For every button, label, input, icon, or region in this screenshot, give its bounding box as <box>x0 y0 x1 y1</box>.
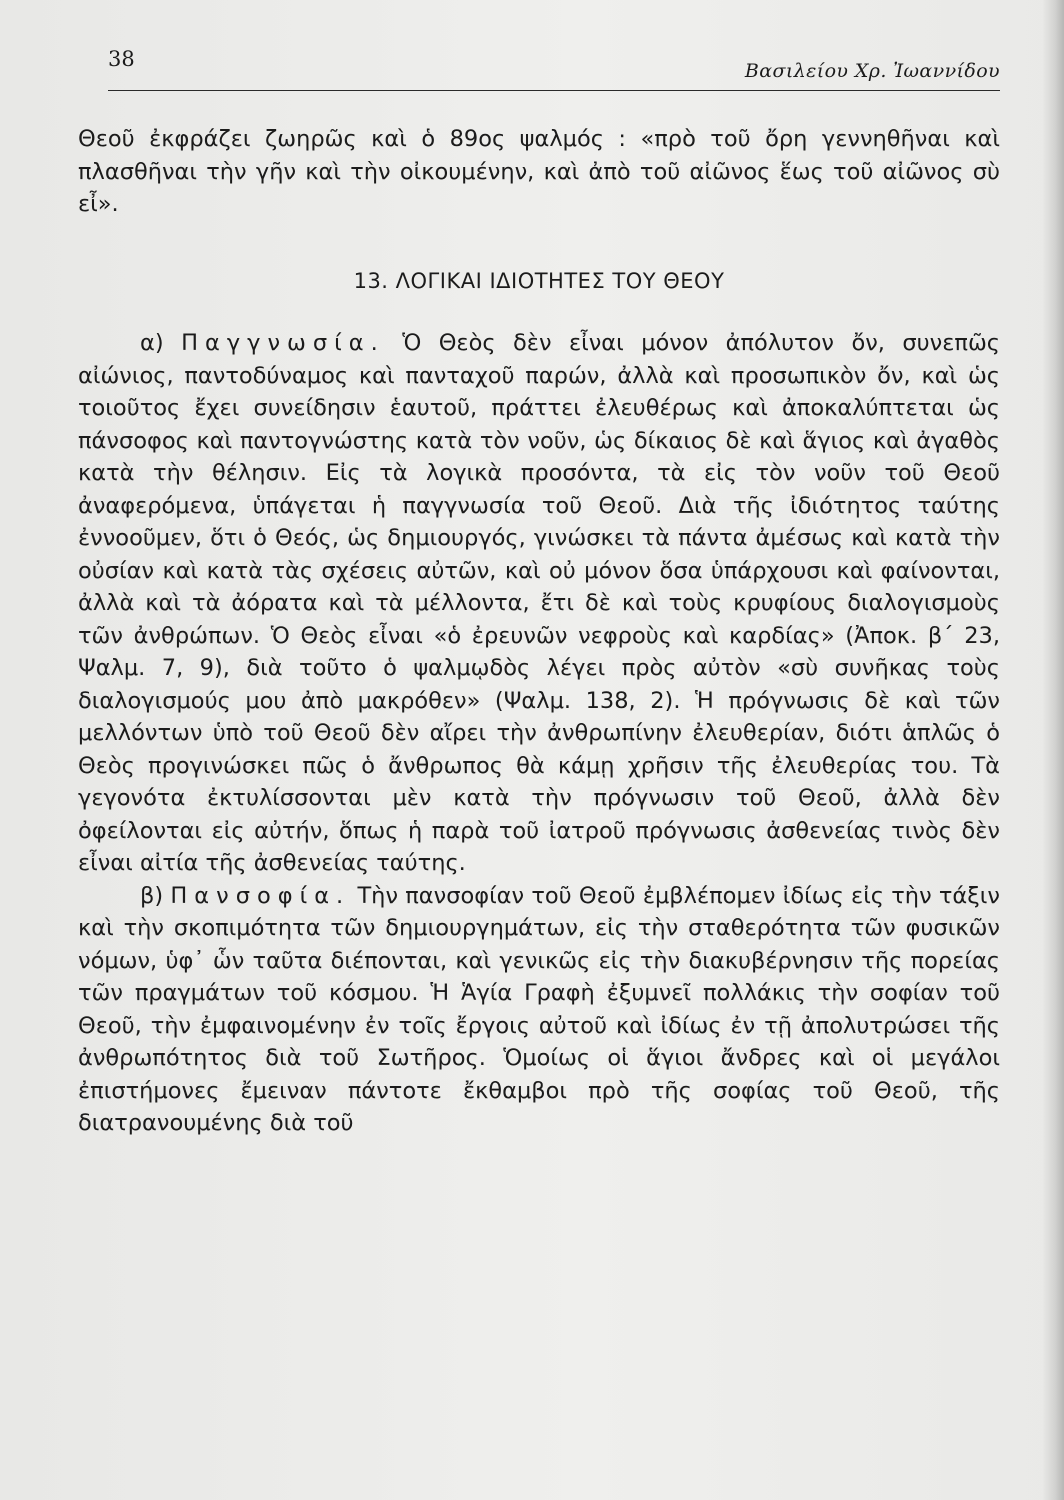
paragraph-b-label: β) <box>140 882 164 909</box>
page-number: 38 <box>108 47 135 71</box>
running-head: Βασιλείου Χρ. Ἰωαννίδου <box>744 60 1000 82</box>
paragraph-pangnosia <box>78 327 1000 880</box>
section-heading: 13. ΛΟΓΙΚΑΙ ΙΔΙΟΤΗΤΕΣ ΤΟΥ ΘΕΟΥ <box>353 268 725 293</box>
paragraph-pansophia <box>78 880 1000 1140</box>
paragraph-b-text: Τὴν πανσοφίαν τοῦ Θεοῦ ἐμβλέπομεν ἰδίως εἰς τὴν τάξιν καὶ τὴν σκοπιμότητα τῶν δημιουργημάτων, εἰς τὴν σταθερότητα τῶν φυσικῶν νόμων, ὑφ᾽ ὧν ταῦτα διέπονται, καὶ γενικῶς εἰς τὴν διακυβέρνησιν τῆς πορείας τῶν πραγμάτων τοῦ κόσμου. Ἡ Ἁγία Γραφὴ ἐξυμνεῖ πολλάκις τὴν σοφίαν τοῦ Θεοῦ, τὴν ἐμφαινομένην ἐν τοῖς ἔργοις αὐτοῦ καὶ ἰδίως ἐν τῇ ἀπολυτρώσει τῆς ἀνθρωπότητος διὰ τοῦ Σωτῆρος. Ὁμοίως οἱ ἅγιοι ἄνδρες καὶ οἱ μεγάλοι ἐπιστήμονες ἔμειναν πάντοτε ἔκθαμβοι πρὸ τῆς σοφίας τοῦ Θεοῦ, τῆς διατρανουμένης διὰ τοῦ <box>78 882 1000 1136</box>
intro-paragraph: Θεοῦ ἐκφράζει ζωηρῶς καὶ ὁ 89ος ψαλμός : «πρὸ τοῦ ὄρη γεννηθῆναι καὶ πλασθῆναι τὴν γῆν καὶ τὴν οἰκουμένην, καὶ ἀπὸ τοῦ αἰῶνος ἕως τοῦ αἰῶνος σὺ εἶ». <box>78 126 1000 217</box>
paragraph-b-term: Πανσοφία. <box>170 882 351 909</box>
paragraph-a-term: Παγγνωσία. <box>181 330 385 356</box>
spine-shadow <box>1042 0 1064 1500</box>
body-text <box>78 123 1000 1140</box>
paragraph-a-label: α) <box>140 330 164 356</box>
paragraph-a-text: Ὁ Θεὸς δὲν εἶναι μόνον ἀπόλυτον ὄν, συνεπῶς αἰώνιος, παντοδύναμος καὶ πανταχοῦ παρών, ἀλλὰ καὶ προσωπικὸν ὄν, καὶ ὡς τοιοῦτος ἔχει συνείδησιν ἑαυτοῦ, πράττει ἐλευθέρως καὶ ἀποκαλύπτεται ὡς πάνσοφος καὶ παντογνώστης κατὰ τὸν νοῦν, ὡς δίκαιος δὲ καὶ ἅγιος καὶ ἀγαθὸς κατὰ τὴν θέλησιν. Εἰς τὰ λογικὰ προσόντα, τὰ εἰς τὸν νοῦν τοῦ Θεοῦ ἀναφερόμενα, ὑπάγεται ἡ παγγνωσία τοῦ Θεοῦ. Διὰ τῆς ἰδιότητος ταύτης ἐννοοῦμεν, ὅτι ὁ Θεός, ὡς δημιουργός, γινώσκει τὰ πάντα ἀμέσως καὶ κατὰ τὴν οὐσίαν καὶ κατὰ τὰς σχέσεις αὐτῶν, καὶ οὐ μόνον ὅσα ὑπάρχουσι καὶ φαίνονται, ἀλλὰ καὶ τὰ ἀόρατα καὶ τὰ μέλλοντα, ἔτι δὲ καὶ τοὺς κρυφίους διαλογισμοὺς τῶν ἀνθρώπων. Ὁ Θεὸς εἶναι «ὁ ἐρευνῶν νεφροὺς καὶ καρδίας» (Ἀποκ. β΄ 23, Ψαλμ. 7, 9), διὰ τοῦτο ὁ ψαλμῳδὸς λέγει πρὸς αὐτὸν «σὺ συνῆκας τοὺς διαλογισμούς μου ἀπὸ μακρόθεν» (Ψαλμ. 138, 2). Ἡ πρόγνωσις δὲ καὶ τῶν μελλόντων ὑπὸ τοῦ Θεοῦ δὲν αἴρει τὴν ἀνθρωπίνην ἐλευθερίαν, διότι ἁπλῶς ὁ Θεὸς προγινώσκει πῶς ὁ ἄνθρωπος θὰ κάμῃ χρῆσιν τῆς ἐλευθερίας του. Τὰ γεγονότα ἐκτυλίσσονται μὲν κατὰ τὴν πρόγνωσιν τοῦ Θεοῦ, ἀλλὰ δὲν ὀφείλονται εἰς αὐτήν, ὅπως ἡ παρὰ τοῦ ἰατροῦ πρόγνωσις ἀσθενείας τινὸς δὲν εἶναι αἰτία τῆς ἀσθενείας ταύτης. <box>78 330 1000 876</box>
page-header <box>108 42 1000 91</box>
